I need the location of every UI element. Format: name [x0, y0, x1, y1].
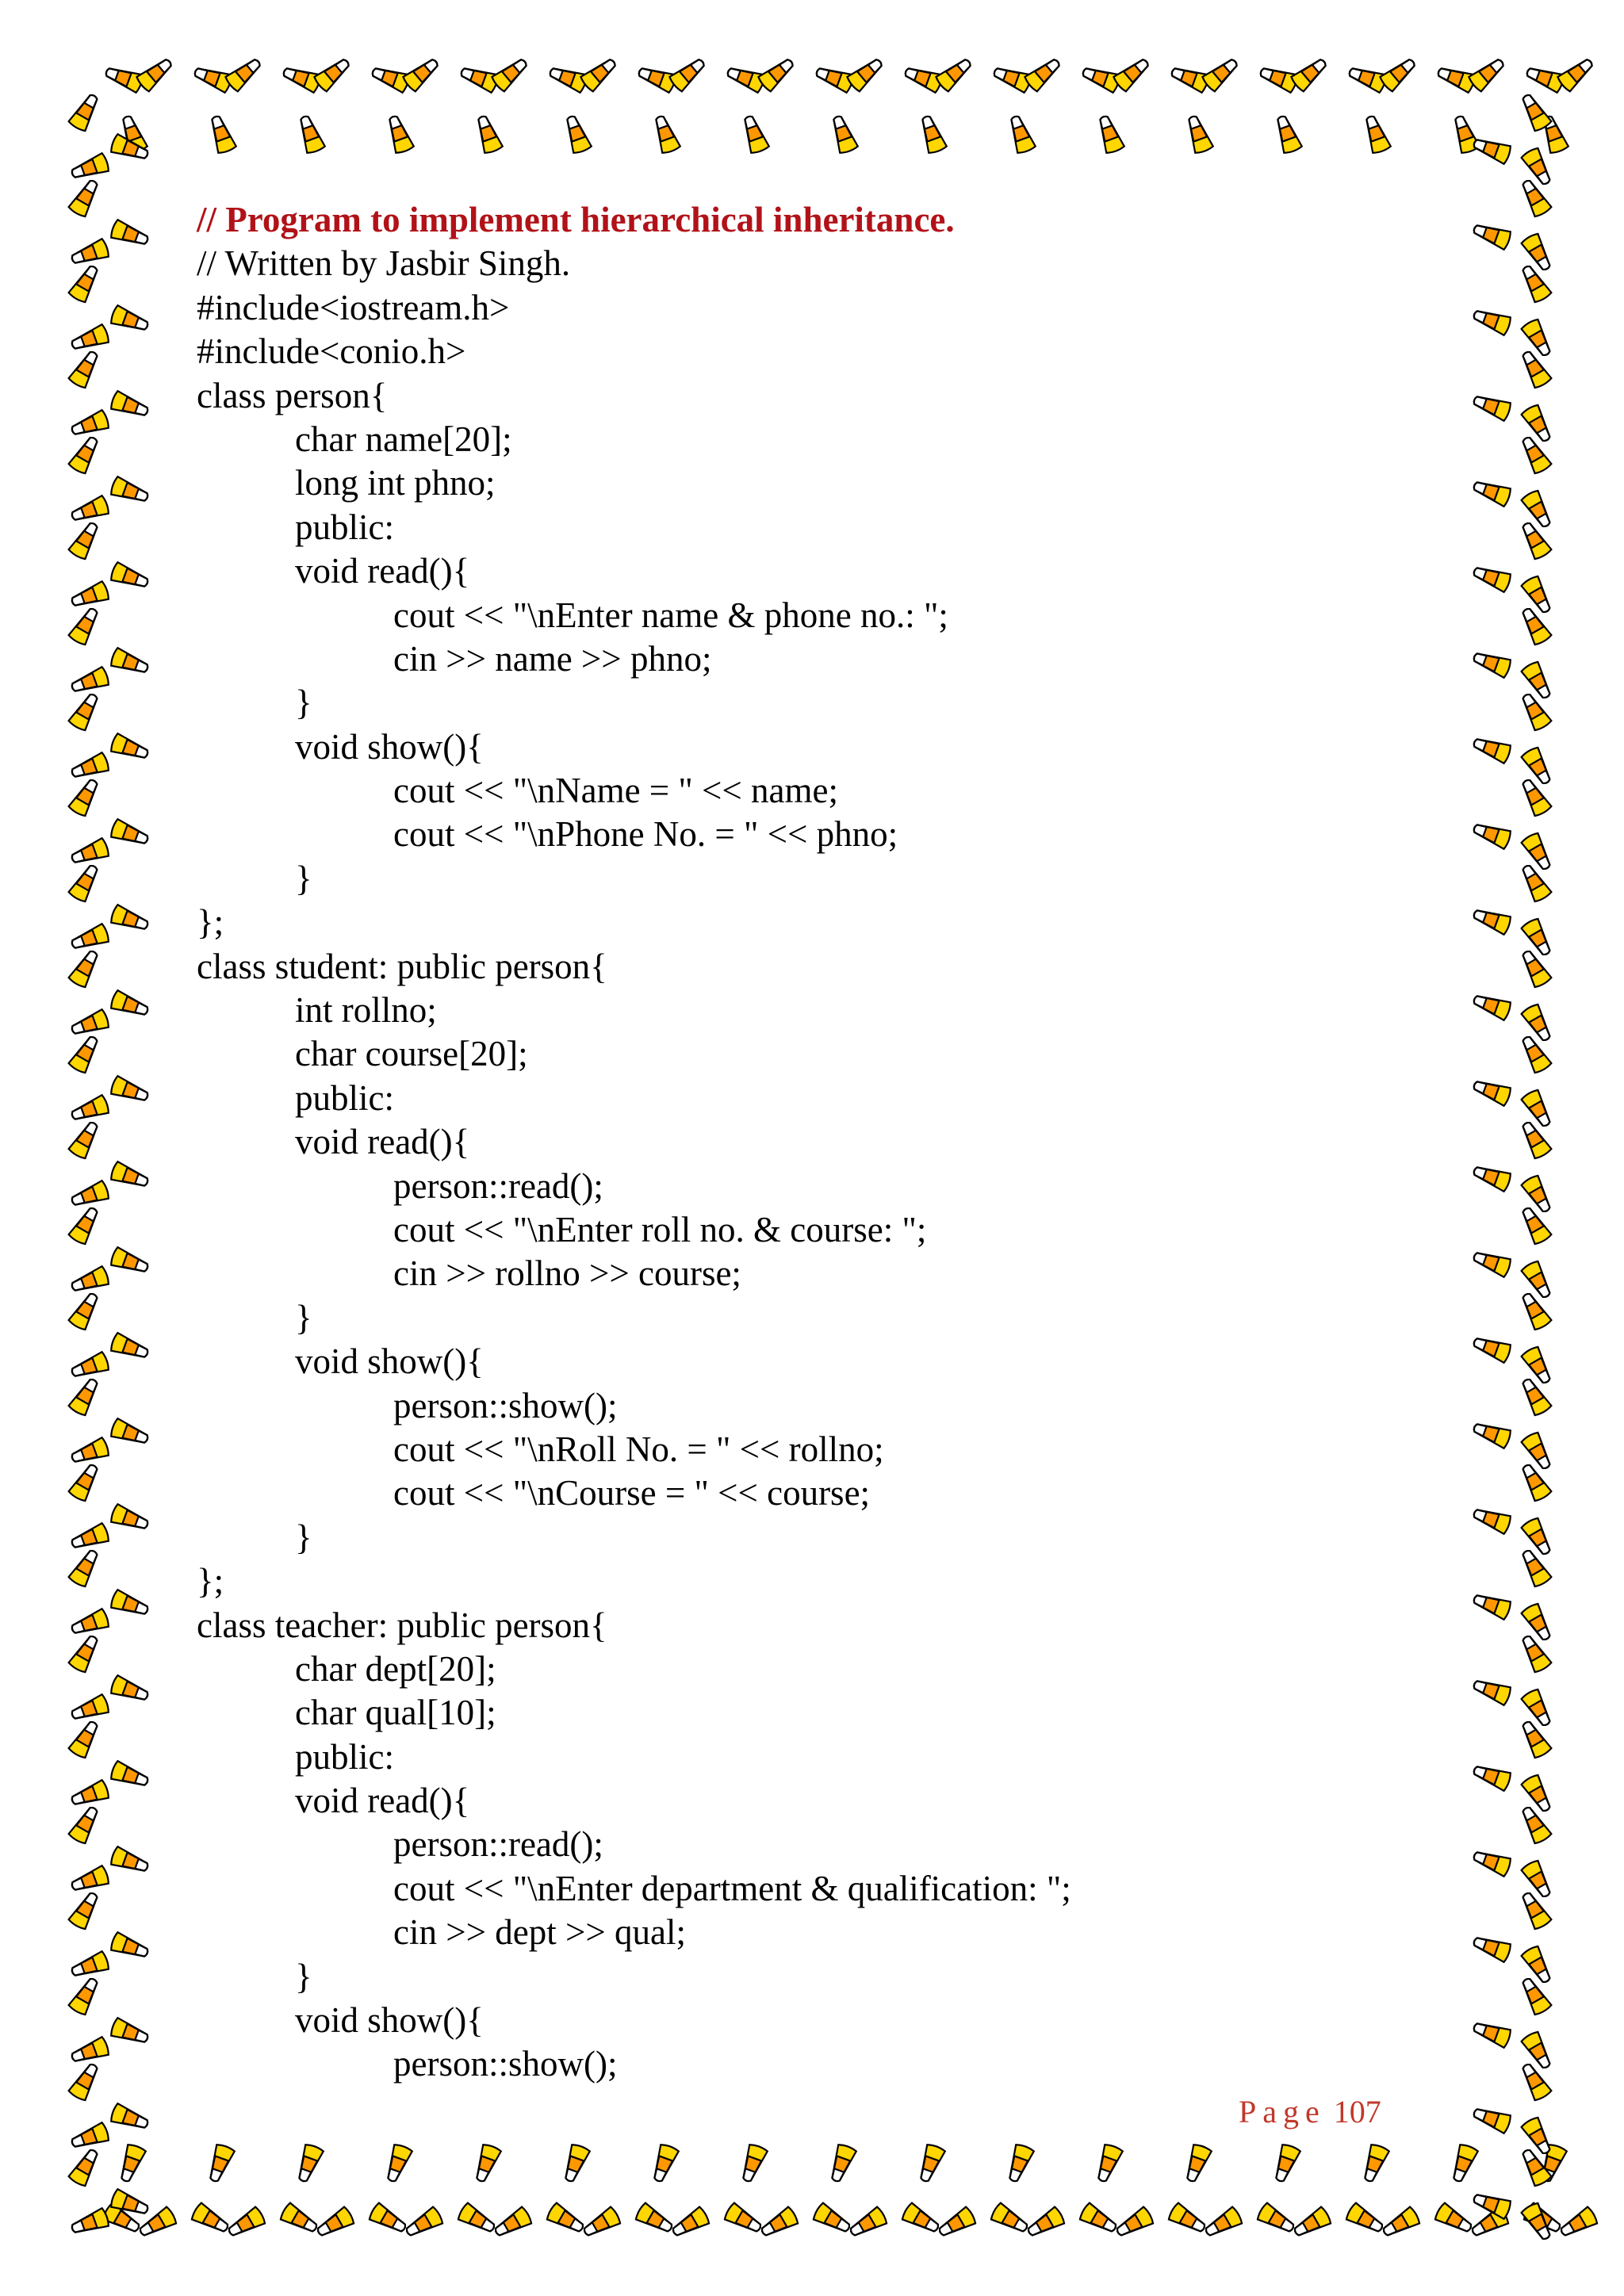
candy-corn-icon: [1468, 55, 1508, 93]
candy-corn-icon: [1471, 1504, 1511, 1534]
candy-corn-icon: [1380, 2206, 1421, 2241]
candy-corn-icon: [69, 581, 109, 611]
candy-corn-icon: [109, 1932, 150, 1962]
code-listing: [197, 198, 1071, 2087]
code-line: };: [197, 1561, 224, 1601]
candy-corn-icon: [1004, 2143, 1034, 2183]
candy-corn-icon: [1471, 1161, 1511, 1192]
candy-corn-icon: [69, 324, 109, 354]
candy-corn-icon: [1093, 2143, 1123, 2183]
code-line: #include<iostream.h>: [197, 287, 510, 327]
code-line: public:: [295, 1736, 394, 1777]
candy-corn-icon: [68, 434, 103, 475]
candy-corn-icon: [457, 2202, 498, 2237]
candy-corn-icon: [109, 562, 150, 592]
candy-corn-icon: [382, 2143, 412, 2183]
candy-corn-icon: [109, 391, 150, 421]
candy-corn-icon: [109, 1761, 150, 1791]
candy-corn-icon: [1359, 2143, 1389, 2183]
candy-corn-icon: [1471, 905, 1511, 935]
code-line: person::read();: [393, 1824, 603, 1865]
candy-corn-icon: [109, 1846, 150, 1877]
code-line: class student: public person{: [197, 946, 607, 986]
candy-corn-icon: [69, 2122, 109, 2152]
candy-corn-icon: [634, 2202, 676, 2237]
candy-corn-icon: [293, 2143, 324, 2183]
candy-corn-icon: [68, 1033, 103, 1074]
candy-corn-icon: [69, 239, 109, 269]
candy-corn-icon: [69, 496, 109, 526]
candy-corn-icon: [109, 305, 150, 335]
candy-corn-icon: [1471, 1076, 1511, 1106]
code-line: char name[20];: [295, 419, 512, 459]
candy-corn-icon: [69, 1095, 109, 1125]
candy-corn-icon: [1471, 562, 1511, 592]
candy-corn-icon: [1471, 1675, 1511, 1705]
code-line: class person{: [197, 375, 388, 415]
candy-corn-icon: [109, 1076, 150, 1106]
candy-corn-icon: [915, 2143, 945, 2183]
candy-corn-icon: [1201, 55, 1242, 93]
candy-corn-icon: [1471, 134, 1511, 164]
code-line: cout << "\nPhone No. = " << phno;: [393, 814, 898, 855]
candy-corn-icon: [935, 55, 975, 93]
code-line: person::read();: [393, 1165, 603, 1206]
candy-corn-icon: [1471, 1418, 1511, 1448]
candy-corn-icon: [109, 1504, 150, 1534]
candy-corn-icon: [1113, 55, 1153, 93]
candy-corn-icon: [109, 2103, 150, 2133]
code-line: }: [295, 683, 312, 723]
candy-corn-icon: [1256, 2202, 1297, 2237]
candy-corn-icon: [69, 2208, 109, 2238]
candy-corn-icon: [68, 1718, 103, 1759]
candy-corn-icon: [1202, 2206, 1243, 2241]
candy-corn-icon: [68, 262, 103, 304]
candy-corn-icon: [190, 2202, 232, 2237]
candy-corn-icon: [1113, 2206, 1155, 2241]
candy-corn-icon: [68, 519, 103, 561]
candy-corn-icon: [69, 1523, 109, 1553]
code-line: int rollno;: [295, 990, 437, 1031]
code-line: cout << "\nCourse = " << course;: [393, 1473, 871, 1513]
code-line: person::show();: [393, 2044, 618, 2084]
candy-corn-icon: [826, 2143, 856, 2183]
code-line: }: [295, 1956, 312, 1996]
code-line: cin >> name >> phno;: [393, 638, 712, 679]
candy-corn-icon: [205, 2143, 235, 2183]
candy-corn-icon: [723, 2202, 764, 2237]
candy-corn-icon: [936, 2206, 977, 2241]
candy-corn-icon: [846, 55, 887, 93]
candy-corn-icon: [1471, 733, 1511, 763]
code-line: // Written by Jasbir Singh.: [197, 243, 571, 284]
candy-corn-icon: [1471, 1846, 1511, 1877]
candy-corn-icon: [295, 113, 325, 154]
code-line: public:: [295, 507, 394, 547]
candy-corn-icon: [560, 2143, 590, 2183]
candy-corn-icon: [68, 1204, 103, 1246]
code-line: char qual[10];: [295, 1693, 496, 1733]
candy-corn-icon: [69, 153, 109, 183]
page-footer: [1239, 2093, 1381, 2130]
candy-corn-icon: [224, 55, 265, 93]
candy-corn-icon: [69, 1266, 109, 1296]
candy-corn-icon: [1471, 2103, 1511, 2133]
candy-corn-icon: [812, 2202, 853, 2237]
candy-corn-icon: [1557, 55, 1597, 93]
candy-corn-icon: [758, 2206, 799, 2241]
candy-corn-icon: [1167, 2202, 1208, 2237]
candy-corn-icon: [1182, 2143, 1212, 2183]
candy-corn-icon: [69, 1866, 109, 1896]
candy-corn-icon: [69, 1352, 109, 1382]
candy-corn-icon: [136, 55, 176, 93]
code-line: }: [295, 1297, 312, 1337]
candy-corn-icon: [1471, 391, 1511, 421]
candy-corn-icon: [116, 2143, 146, 2183]
candy-corn-icon: [1471, 1761, 1511, 1791]
candy-corn-icon: [68, 348, 103, 389]
candy-corn-icon: [402, 55, 442, 93]
candy-corn-icon: [109, 1675, 150, 1705]
candy-corn-icon: [650, 113, 680, 154]
candy-corn-icon: [990, 2202, 1031, 2237]
code-line: cout << "\nEnter name & phone no.: ";: [393, 595, 948, 635]
candy-corn-icon: [1471, 1247, 1511, 1277]
candy-corn-icon: [1471, 1590, 1511, 1620]
candy-corn-icon: [1434, 2202, 1475, 2237]
code-line: void read(){: [295, 551, 470, 591]
candy-corn-icon: [109, 733, 150, 763]
candy-corn-icon: [1345, 2202, 1386, 2237]
candy-corn-icon: [68, 1889, 103, 1931]
candy-corn-icon: [492, 2206, 533, 2241]
candy-corn-icon: [473, 113, 503, 154]
candy-corn-icon: [828, 113, 858, 154]
candy-corn-icon: [206, 113, 236, 154]
candy-corn-icon: [1379, 55, 1419, 93]
code-line: char course[20];: [295, 1034, 528, 1074]
candy-corn-icon: [69, 1694, 109, 1724]
candy-corn-icon: [68, 2061, 103, 2102]
code-line: void show(){: [295, 2000, 484, 2041]
candy-corn-icon: [69, 752, 109, 783]
code-title-line: // Program to implement hierarchical inheritance.: [197, 200, 955, 239]
candy-corn-icon: [109, 1333, 150, 1363]
candy-corn-icon: [109, 1590, 150, 1620]
code-line: void show(){: [295, 726, 484, 767]
candy-corn-icon: [109, 1161, 150, 1192]
candy-corn-icon: [69, 1609, 109, 1639]
candy-corn-icon: [109, 648, 150, 678]
candy-corn-icon: [737, 2143, 768, 2183]
candy-corn-icon: [68, 862, 103, 903]
candy-corn-icon: [917, 113, 947, 154]
code-line: };: [197, 902, 224, 943]
candy-corn-icon: [68, 1804, 103, 1845]
code-line: cout << "\nName = " << name;: [393, 771, 839, 811]
code-line: class teacher: public person{: [197, 1605, 607, 1645]
candy-corn-icon: [1094, 113, 1124, 154]
candy-corn-icon: [1471, 648, 1511, 678]
code-line: void read(){: [295, 1122, 470, 1162]
candy-corn-icon: [403, 2206, 444, 2241]
candy-corn-icon: [109, 905, 150, 935]
candy-corn-icon: [1183, 113, 1213, 154]
candy-corn-icon: [1270, 2143, 1300, 2183]
candy-corn-icon: [757, 55, 798, 93]
candy-corn-icon: [1448, 2143, 1478, 2183]
candy-corn-icon: [1024, 55, 1064, 93]
code-line: cin >> rollno >> course;: [393, 1253, 741, 1294]
candy-corn-icon: [69, 1951, 109, 1981]
candy-corn-icon: [1471, 1932, 1511, 1962]
candy-corn-icon: [1557, 2206, 1599, 2241]
candy-corn-icon: [69, 838, 109, 868]
candy-corn-icon: [225, 2206, 266, 2241]
candy-corn-icon: [69, 1009, 109, 1039]
candy-corn-icon: [69, 1181, 109, 1211]
candy-corn-icon: [68, 91, 103, 132]
candy-corn-icon: [1078, 2202, 1120, 2237]
candy-corn-icon: [1290, 55, 1331, 93]
candy-corn-icon: [68, 1376, 103, 1417]
candy-corn-icon: [68, 605, 103, 646]
code-line: cout << "\nEnter department & qualification: ";: [393, 1868, 1071, 1908]
candy-corn-icon: [847, 2206, 888, 2241]
candy-corn-icon: [69, 924, 109, 954]
candy-corn-icon: [69, 2037, 109, 2067]
candy-corn-icon: [68, 1119, 103, 1160]
code-line: void show(){: [295, 1341, 484, 1382]
candy-corn-icon: [649, 2143, 679, 2183]
candy-corn-icon: [313, 55, 354, 93]
code-line: cout << "\nEnter roll no. & course: ";: [393, 1209, 927, 1249]
candy-corn-icon: [68, 1547, 103, 1588]
candy-corn-icon: [109, 990, 150, 1020]
candy-corn-icon: [1471, 476, 1511, 507]
candy-corn-icon: [279, 2202, 320, 2237]
candy-corn-icon: [109, 1247, 150, 1277]
candy-corn-icon: [668, 55, 709, 93]
candy-corn-icon: [1471, 990, 1511, 1020]
candy-corn-icon: [68, 776, 103, 817]
candy-corn-icon: [384, 113, 414, 154]
candy-corn-icon: [901, 2202, 942, 2237]
candy-corn-icon: [69, 1780, 109, 1810]
candy-corn-icon: [546, 2202, 587, 2237]
candy-corn-icon: [68, 1290, 103, 1331]
code-line: }: [295, 858, 312, 898]
code-line: }: [295, 1517, 312, 1557]
candy-corn-icon: [1025, 2206, 1066, 2241]
code-line: void read(){: [295, 1781, 470, 1821]
candy-corn-icon: [68, 177, 103, 218]
candy-corn-icon: [69, 667, 109, 697]
candy-corn-icon: [1471, 1333, 1511, 1363]
code-line: long int phno;: [295, 463, 496, 503]
candy-corn-icon: [580, 2206, 622, 2241]
candy-corn-icon: [68, 1632, 103, 1674]
code-line: char dept[20];: [295, 1648, 496, 1689]
candy-corn-icon: [1005, 113, 1036, 154]
candy-corn-icon: [109, 2018, 150, 2048]
candy-corn-icon: [68, 691, 103, 732]
candy-corn-icon: [109, 1418, 150, 1448]
candy-corn-icon: [471, 2143, 501, 2183]
code-line: public:: [295, 1077, 394, 1118]
candy-corn-icon: [1361, 113, 1391, 154]
code-line: cout << "\nRoll No. = " << rollno;: [393, 1429, 884, 1469]
candy-corn-icon: [561, 113, 592, 154]
candy-corn-icon: [1272, 113, 1302, 154]
candy-corn-icon: [109, 819, 150, 849]
candy-corn-icon: [669, 2206, 710, 2241]
code-line: cin >> dept >> qual;: [393, 1912, 686, 1953]
candy-corn-icon: [109, 476, 150, 507]
page-label: Page: [1239, 2094, 1326, 2130]
candy-corn-icon: [491, 55, 531, 93]
candy-corn-icon: [69, 410, 109, 440]
candy-corn-icon: [68, 1975, 103, 2016]
code-line: #include<conio.h>: [197, 331, 466, 372]
candy-corn-icon: [109, 220, 150, 250]
candy-corn-icon: [1471, 220, 1511, 250]
candy-corn-icon: [1471, 305, 1511, 335]
candy-corn-icon: [368, 2202, 409, 2237]
candy-corn-icon: [68, 1461, 103, 1502]
candy-corn-icon: [1291, 2206, 1332, 2241]
code-line: person::show();: [393, 1385, 618, 1425]
candy-corn-icon: [68, 2146, 103, 2187]
candy-corn-icon: [1471, 2018, 1511, 2048]
candy-corn-icon: [580, 55, 620, 93]
candy-corn-icon: [739, 113, 769, 154]
candy-corn-icon: [314, 2206, 355, 2241]
page-number-value: 107: [1333, 2094, 1381, 2130]
candy-corn-icon: [1518, 91, 1553, 132]
candy-corn-icon: [1471, 819, 1511, 849]
candy-corn-icon: [69, 1437, 109, 1468]
candy-corn-icon: [68, 947, 103, 989]
